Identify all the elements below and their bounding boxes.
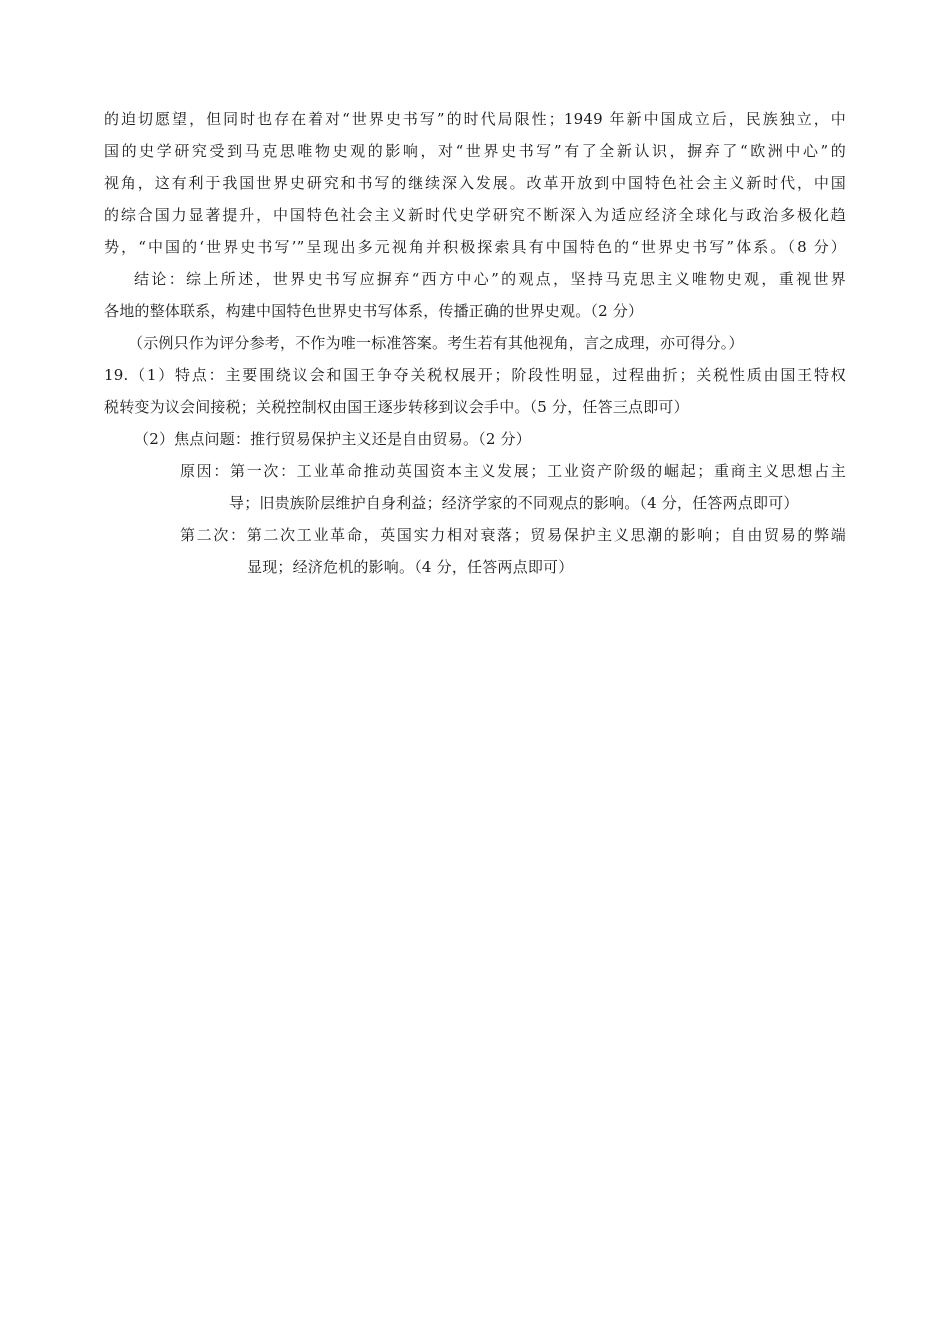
- q19-reason-first-line: 原因：第一次：工业革命推动英国资本主义发展；工业资产阶级的崛起；重商主义思想占主: [180, 462, 846, 480]
- q19-part1-line: 税转变为议会间接税；关税控制权由国王逐步转移到议会手中。（5 分，任答三点即可）: [104, 398, 689, 416]
- q19-part2-focus: （2）焦点问题：推行贸易保护主义还是自由贸易。（2 分）: [134, 430, 531, 448]
- paragraph-line: 的综合国力显著提升，中国特色社会主义新时代史学研究不断深入为适应经济全球化与政治多极化趋: [104, 206, 846, 224]
- scoring-note: （示例只作为评分参考，不作为唯一标准答案。考生若有其他视角，言之成理，亦可得分。）: [128, 334, 744, 352]
- paragraph-line: 视角，这有利于我国世界史研究和书写的继续深入发展。改革开放到中国特色社会主义新时代，中国: [104, 174, 846, 192]
- q19-reason-first-line: 导；旧贵族阶层维护自身利益；经济学家的不同观点的影响。（4 分，任答两点即可）: [229, 494, 799, 512]
- conclusion-line: 结论：综上所述，世界史书写应摒弃“西方中心”的观点，坚持马克思主义唯物史观，重视世界: [134, 270, 846, 288]
- q19-reason-second-line: 第二次：第二次工业革命，英国实力相对衰落；贸易保护主义思潮的影响；自由贸易的弊端: [180, 526, 846, 544]
- q19-part1-line: 19.（1）特点：主要围绕议会和国王争夺关税权展开；阶段性明显，过程曲折；关税性质由国王特权: [104, 366, 846, 384]
- paragraph-line: 的迫切愿望，但同时也存在着对“世界史书写”的时代局限性；1949 年新中国成立后，民族独立，中: [104, 110, 846, 128]
- q19-reason-second-line: 显现；经济危机的影响。（4 分，任答两点即可）: [247, 558, 574, 576]
- paragraph-line: 国的史学研究受到马克思唯物史观的影响，对“世界史书写”有了全新认识，摒弃了“欧洲中心”的: [104, 142, 846, 160]
- paragraph-line: 势，“中国的‘世界史书写’”呈现出多元视角并积极探索具有中国特色的“世界史书写”体系。（8 分）: [104, 238, 846, 256]
- conclusion-line: 各地的整体联系，构建中国特色世界史书写体系，传播正确的世界史观。（2 分）: [104, 302, 644, 320]
